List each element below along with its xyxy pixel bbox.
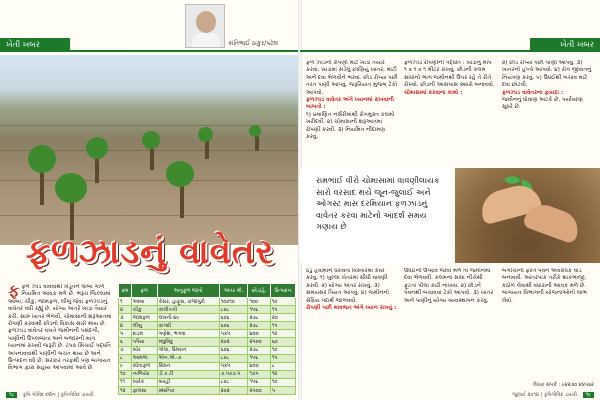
- table-cell: ફાલસા: [131, 387, 157, 395]
- table-cell: લીંબુ: [131, 322, 157, 330]
- table-cell: ગોલા, ઉમરાન: [157, 346, 219, 354]
- table-cell: ૨: [119, 306, 132, 314]
- table-cell: ૧૫૬: [248, 354, 270, 362]
- table-cell: ૮x૮: [219, 354, 248, 362]
- table-row: [119, 322, 296, 330]
- footer-text: જુલાઈ ૨૦૧૪ | કૃષિગોવિંદ ડાયરી: [512, 392, 577, 398]
- author-contact: લેખક સંપર્ક : ૯૪૨૭૦ ૪૪૫૬૨: [533, 382, 594, 388]
- table-header: ક્રમ: [119, 284, 132, 298]
- table-row: [119, 306, 296, 314]
- page-number: ૧૯: [583, 392, 594, 398]
- table-cell: ૫: [270, 387, 295, 395]
- planting-hands-photo: [455, 168, 600, 263]
- column-text: ફળઝાડ રોપણીની પદ્ધતિ : ખાડાનું માપ ૧ x ૧ x ૧ મીટર રાખવું. છોડની કલમ સાંધાનો ભાગ જમીનથી ઉપર રહે તે રીતે રોપવો. છોડની આસપાસ ક્યારો બનાવવો.: [404, 60, 495, 89]
- table-header: ઉત્પાદન: [270, 284, 295, 298]
- table-cell: ૧૫: [270, 306, 295, 314]
- table-cell: ૧૦૦: [248, 298, 270, 306]
- table-cell: પપૈયા: [131, 338, 157, 346]
- table-cell: ૨૭૮: [248, 322, 270, 330]
- table-cell: ૧૫૬: [248, 378, 270, 386]
- table-cell: આંબા: [131, 298, 157, 306]
- table-cell: ૧૦: [119, 370, 132, 378]
- table-cell: ૧૦: [270, 378, 295, 386]
- table-cell: લખનૌ-૪૯: [157, 314, 219, 322]
- table-cell: ૬: [119, 338, 132, 346]
- table-cell: ૧૨: [270, 330, 295, 338]
- table-cell: ૫: [119, 330, 132, 338]
- column-text: ઠંડુ હવામાન ધરાવતા વિસ્તારમાં કાર્ય કરવું. ૧) ખુલ્લા ખેતરમાં સીધી વાવણી કરવી. ૨) યોગ્ય અંતર રાખવું. ૩) સમયસર પિયત આપવું. ૪) જમીનનો સેંદ્રિય પદાર્થ જાળવવો.: [306, 268, 390, 304]
- table-row: [119, 370, 296, 378]
- left-body-text: ફળ ઝાડ વાવવાથી ખેડૂતને લાંબા ગાળે નિયમિત આવક મળે છે. ભરૂચ જિલ્લામાં આંબા, ચીકુ, જામફળ, લીંબુ જેવા ફળઝાડનું વાવેતર વધી રહ્યું છે. યોગ્ય અંતરે ખાડા તૈયાર કરી, સારું ખાતર ભેળવી, ચોમાસાની શરૂઆતમાં રોપણી કરવાથી છોડનો વિકાસ સારો થાય છે. ફળઝાડ વાવેતર વખતે જમીનની પસંદગી, પાણીની ઉપલબ્ધતા અને બજારની માંગ ધ્યાનમાં રાખવી જરૂરી છે. ટપક સિંચાઈ પદ્ધતિ અપનાવવાથી પાણીની બચત થાય છે અને ઉત્પાદન વધે છે. સરકાર તરફથી પણ બાગાયત વિભાગ દ્વારા સહાય આપવામાં આવે છે.: [8, 284, 112, 372]
- table-cell: ૧૦: [270, 298, 295, 306]
- page-number: ૧૮: [6, 392, 17, 398]
- table-row: [119, 378, 296, 386]
- table-cell: ૧૫૬: [248, 306, 270, 314]
- fruit-crops-table: [118, 283, 296, 395]
- table-cell: ૨૦: [270, 314, 295, 322]
- table-cell: ૧૫: [270, 322, 295, 330]
- table-cell: કાલીપત્તી: [157, 306, 219, 314]
- table-row: [119, 354, 296, 362]
- column-subhead: ચોમાસામાં કરવાના કામો :: [404, 89, 463, 96]
- table-cell: બોર: [131, 346, 157, 354]
- drop-cap: ફ: [8, 284, 20, 300]
- column-text: જમીનનું ધોવાણ અટકે છે, પર્યાવરણ સુધરે છે.: [502, 97, 583, 111]
- table-row: [119, 298, 296, 306]
- table-cell: ૮: [270, 362, 295, 370]
- author-shirt: [192, 33, 220, 47]
- table-cell: આમળા: [131, 354, 157, 362]
- table-cell: ૮x૮: [219, 378, 248, 386]
- table-cell: ૪: [119, 322, 132, 330]
- column-text: બગીચાની ફરતે પવન અવરોધક વાડ બનાવવી. આંતરપાક તરીકે શાકભાજી, કઠોળ લેવાથી વધારાની આવક મળે છે. બાગાયત વિભાગની યોજનાઓનો લાભ લેવો.: [502, 268, 587, 304]
- table-row: [119, 330, 296, 338]
- table-header: ફળ: [131, 284, 157, 298]
- table-cell: કાગદી: [157, 322, 219, 330]
- table-cell: ૧૨: [119, 387, 132, 395]
- table-cell: ૪૦૦: [248, 362, 270, 370]
- author-name: કાંતિભાઈ ઠાકુર/પટેલ: [228, 40, 279, 47]
- table-cell: ૧૭૫: [248, 370, 270, 378]
- table-cell: ૭.૫x૭.૫: [219, 370, 248, 378]
- pull-quote: રામભાઈ વીરો ચોમાસામાં વાવણીલાયક સારો વરસાદ થયે જૂન-જુલાઈ અને ઓગસ્ટ માસ દરમિયાન ફળઝાડનું વાવેતર કરવા માટેનો આદર્શ સમય ગણાય છે: [316, 175, 440, 231]
- table-cell: દાડમ: [131, 330, 157, 338]
- table-row: [119, 346, 296, 354]
- column-subhead: રોપણી પછી માવજત અંગે ધ્યાન રાખવું :: [306, 305, 397, 312]
- table-cell: ૮: [119, 354, 132, 362]
- article-headline: ફળઝાડનું વાવેતર: [25, 232, 275, 272]
- section-tab-left: ખેતી ખબર: [0, 38, 70, 52]
- table-cell: નાળિયેર: [131, 370, 157, 378]
- table-row: [119, 387, 296, 395]
- table-cell: ગણેશ, ભગવા: [157, 330, 219, 338]
- orchard-photo: [0, 55, 300, 245]
- section-tab-right: ખેતી ખબર: [530, 38, 600, 52]
- right-column-3: [502, 60, 594, 165]
- table-cell: ૯: [119, 362, 132, 370]
- table-cell: ૭: [119, 346, 132, 354]
- table-cell: ૧: [119, 298, 132, 306]
- table-cell: ચીકુ: [131, 306, 157, 314]
- column-text: ૧) પ્રમાણિત નર્સરીમાંથી રોગમુક્ત કલમો ખરીદવી. ૨) ચોમાસાની શરૂઆતમાં રોપણી કરવી. ૩) નિયમિત નીંદામણ કરવું.: [306, 111, 395, 141]
- table-cell: ૨x૨: [219, 338, 248, 346]
- table-header-row: [119, 284, 296, 298]
- right-footer: [512, 392, 594, 398]
- right-lower-column-3: [502, 268, 594, 378]
- table-cell: એન.એ.-૭: [157, 354, 219, 362]
- table-cell: સિંધન: [157, 362, 219, 370]
- table-cell: કેસર, હાફૂસ, રાજાપુરી: [157, 298, 219, 306]
- table-cell: બરહી: [157, 378, 219, 386]
- table-cell: ૧૨: [270, 370, 295, 378]
- right-column-2: [404, 60, 496, 165]
- table-header: અંતર મી.: [219, 284, 248, 298]
- column-text: ફળ ઝાડની રોપણી માટે ખાડા તૈયાર કરવા. ખાડામાં સડેલું છાણિયું ખાતર, માટી અને દવા ભેળવીને ભરવા. છોડ રોપ્યા પછી તરત પાણી આપવું. જરૂરિયાત મુજબ ટેકો આપવો.: [306, 60, 398, 96]
- table-cell: ૧૦x૧૦: [219, 298, 248, 306]
- table-cell: સીતાફળ: [131, 362, 157, 370]
- table-cell: ૬x૬: [219, 314, 248, 322]
- table-row: [119, 338, 296, 346]
- left-body-column: [8, 284, 114, 388]
- right-column-1: [306, 60, 398, 165]
- table-cell: ૪૦૦: [248, 330, 270, 338]
- right-lower-column-2: [404, 268, 496, 386]
- section-rule-left: [0, 50, 300, 52]
- table-row: [119, 362, 296, 370]
- table-cell: જામફળ: [131, 314, 157, 322]
- table-cell: ૫x૫: [219, 330, 248, 338]
- table-row: [119, 314, 296, 322]
- table-cell: ૬x૬: [219, 322, 248, 330]
- table-cell: ૨૭૮: [248, 314, 270, 322]
- table-cell: ૧૧: [119, 378, 132, 386]
- table-cell: મધુબિંદુ: [157, 338, 219, 346]
- left-footer: [6, 392, 94, 398]
- table-cell: ૨૭૮: [248, 346, 270, 354]
- table-cell: ૩: [119, 314, 132, 322]
- table-cell: ૧૦: [270, 346, 295, 354]
- table-cell: ૬૦: [270, 338, 295, 346]
- table-header: છોડ/હે.: [248, 284, 270, 298]
- table-cell: ૫x૫: [219, 362, 248, 370]
- column-text: ઉધઈનો ઉપદ્રવ જોવા મળે તો જમીનમાં દવા ભેળવવી. કલમના સાંધા નીચેથી ફૂટતા પીલા કાઢી નાખવા. ૨) છોડને પવનથી બચાવવા ટેકો આપવો. ૩) ખાતર અને પાણીનું યોગ્ય વ્યવસ્થાપન કરવું.: [404, 268, 494, 304]
- table-cell: ખારેક: [131, 378, 157, 386]
- section-rule-right: [300, 50, 600, 52]
- table-cell: ૨૫૦૦: [248, 387, 270, 395]
- table-body: [119, 298, 296, 395]
- column-subhead: ફળઝાડ વાવેતર અંગે ધ્યાનમાં રાખવાની બાબતો :: [306, 97, 394, 111]
- author-face: [196, 11, 216, 33]
- footer-text: કૃષિ ગોવિંદ દર્શન | કૃષિગોવિંદ ડાયરી: [22, 392, 94, 398]
- table-cell: સ્થાનિક: [157, 387, 219, 395]
- table-cell: ૨x૨: [219, 387, 248, 395]
- table-cell: ડી x ટી: [157, 370, 219, 378]
- table-cell: ૮x૮: [219, 306, 248, 314]
- table-header: અનુકૂળ જાતો: [157, 284, 219, 298]
- author-photo: [185, 4, 225, 48]
- right-lower-column-1: [306, 268, 398, 386]
- table-cell: ૨૫૦૦: [248, 338, 270, 346]
- column-subhead: ફળઝાડ વાવેતરના ફાયદા :: [502, 89, 564, 96]
- table-cell: ૧૫: [270, 354, 295, 362]
- column-text: ૨) છોડ રોપ્યા પછી પાણી આપવું. ૩) ખાતરનો હપ્તો આપવો. ૪) રોગ જીવાતનું નિયંત્રણ કરવું. ૫) ઉધઈથી બચાવ માટે દવા છાંટવી.: [502, 60, 592, 89]
- table-cell: ૬x૬: [219, 346, 248, 354]
